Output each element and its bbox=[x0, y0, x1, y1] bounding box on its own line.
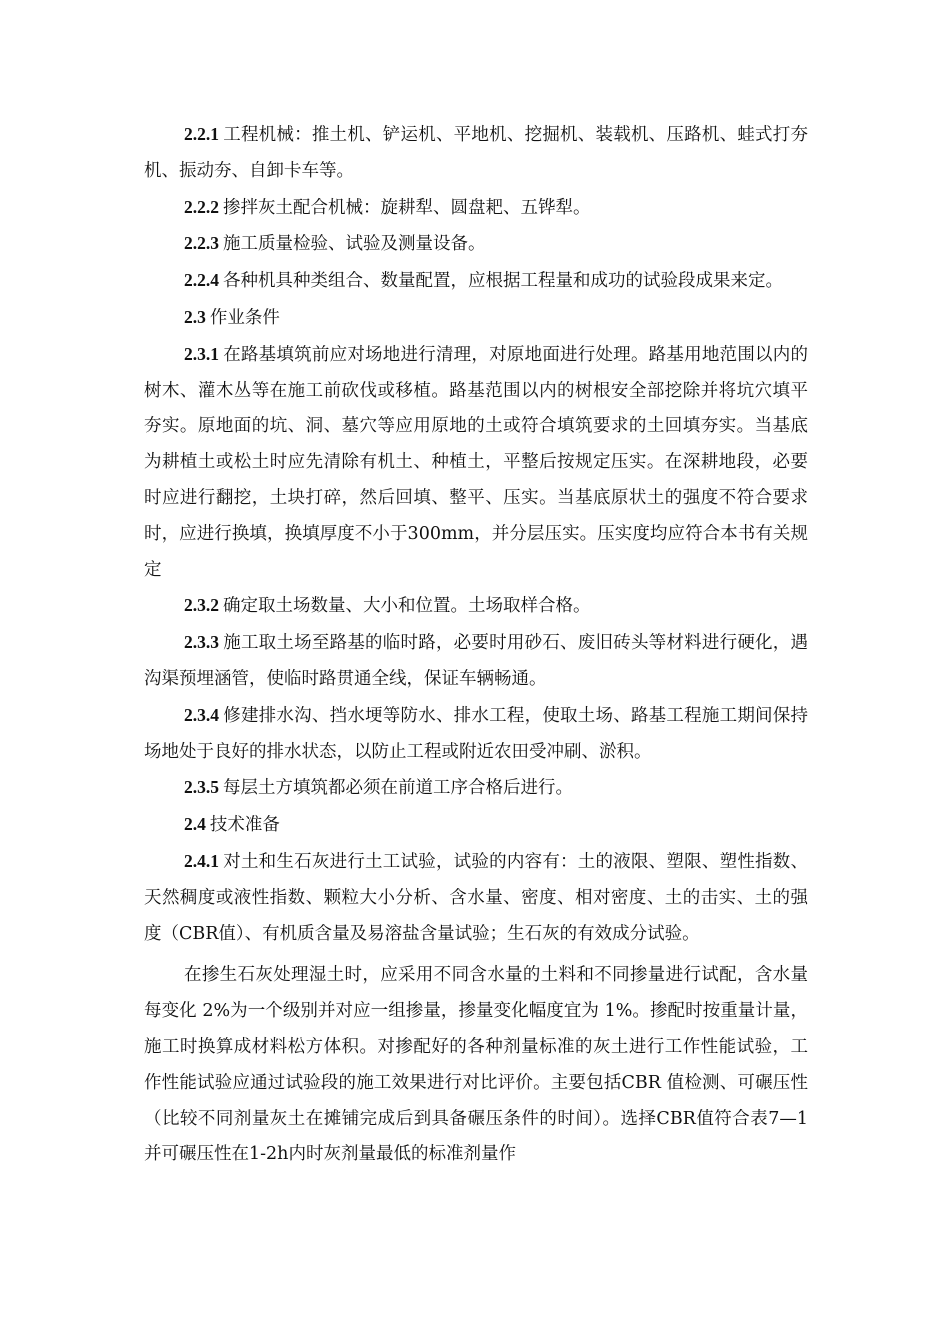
paragraph-text: 对土和生石灰进行土工试验，试验的内容有：土的液限、塑限、塑性指数、天然稠度或液性指数、颗粒大小分析、含水量、密度、相对密度、土的击实、土的强度（CBR值）、有机质含量及易溶盐含量试验；生石灰的有效成分试验。 bbox=[144, 851, 808, 944]
paragraph-text: 各种机具种类组合、数量配置，应根据工程量和成功的试验段成果来定。 bbox=[223, 271, 783, 292]
section-number: 2.2.4 bbox=[184, 270, 219, 291]
section-number: 2.2.3 bbox=[184, 233, 219, 254]
paragraph-text: 修建排水沟、挡水埂等防水、排水工程，使取土场、路基工程施工期间保持场地处于良好的排水状态，以防止工程或附近农田受冲刷、淤积。 bbox=[144, 705, 808, 762]
paragraph-2-3-3 bbox=[144, 625, 808, 698]
paragraph-2-4-1 bbox=[144, 844, 808, 952]
section-number: 2.3.3 bbox=[184, 632, 219, 653]
paragraph-lime-mixing bbox=[144, 958, 808, 1173]
paragraph-2-3-5 bbox=[144, 770, 808, 807]
paragraph-2-3-2 bbox=[144, 588, 808, 625]
section-number: 2.3.2 bbox=[184, 595, 219, 616]
paragraph-2-2-3 bbox=[144, 226, 808, 263]
paragraph-text: 施工取土场至路基的临时路，必要时用砂石、废旧砖头等材料进行硬化，遇沟渠预埋涵管，使临时路贯通全线，保证车辆畅通。 bbox=[144, 633, 808, 689]
paragraph-2-3-4 bbox=[144, 698, 808, 771]
section-number: 2.2.2 bbox=[184, 196, 219, 217]
paragraph-text: 在路基填筑前应对场地进行清理，对原地面进行处理。路基用地范围以内的树木、灌木丛等在施工前砍伐或移植。路基范围以内的树根安全部挖除并将坑穴填平夯实。原地面的坑、洞、墓穴等应用原地的土或符合填筑要求的土回填夯实。当基底为耕植土或松土时应先清除有机土、种植土，平整后按规定压实。在深耕地段，必要时应进行翻挖，土块打碎，然后回填、整平、压实。当基底原状土的强度不符合要求时，应进行换填，换填厚度不小于300mm，并分层压实。压实度均应符合本书有关规定 bbox=[144, 344, 808, 580]
heading-text: 作业条件 bbox=[209, 307, 280, 328]
heading-2-3 bbox=[144, 300, 808, 337]
paragraph-text: 确定取土场数量、大小和位置。土场取样合格。 bbox=[223, 596, 591, 617]
heading-text: 技术准备 bbox=[209, 815, 280, 836]
paragraph-2-2-1 bbox=[144, 117, 808, 190]
section-number: 2.3 bbox=[184, 306, 206, 327]
heading-2-4 bbox=[144, 807, 808, 844]
paragraph-text: 掺拌灰土配合机械：旋耕犁、圆盘耙、五铧犁。 bbox=[223, 197, 591, 218]
section-number: 2.4 bbox=[184, 814, 206, 835]
paragraph-text: 施工质量检验、试验及测量设备。 bbox=[223, 234, 486, 255]
section-number: 2.4.1 bbox=[184, 850, 219, 871]
section-number: 2.2.1 bbox=[184, 124, 219, 144]
document-page bbox=[144, 117, 808, 1173]
section-number: 2.3.4 bbox=[184, 704, 219, 725]
paragraph-text: 每层土方填筑都必须在前道工序合格后进行。 bbox=[223, 778, 573, 799]
paragraph-text: 在掺生石灰处理湿土时，应采用不同含水量的土料和不同掺量进行试配，含水量每变化 2%为一个级别并对应一组掺量，掺量变化幅度宜为 1%。掺配时按重量计量，施工时换算成材料松方体积。对掺配好的各种剂量标准的灰土进行工作性能试验，工作性能试验应通过试验段的施工效果进行对比评价。主要包括CBR 值检测、可碾压性（比较不同剂量灰土在摊铺完成后到具备碾压条件的时间）。选择CBR值符合表7—1并可碾压性在1-2h内时灰剂量最低的标准剂量作 bbox=[144, 965, 808, 1165]
section-number: 2.3.5 bbox=[184, 777, 219, 798]
paragraph-2-3-1 bbox=[144, 337, 808, 589]
paragraph-2-2-4 bbox=[144, 263, 808, 300]
paragraph-2-2-2 bbox=[144, 190, 808, 227]
section-number: 2.3.1 bbox=[184, 343, 219, 364]
paragraph-text: 工程机械：推土机、铲运机、平地机、挖掘机、装载机、压路机、蛙式打夯机、振动夯、自卸卡车等。 bbox=[144, 125, 808, 181]
